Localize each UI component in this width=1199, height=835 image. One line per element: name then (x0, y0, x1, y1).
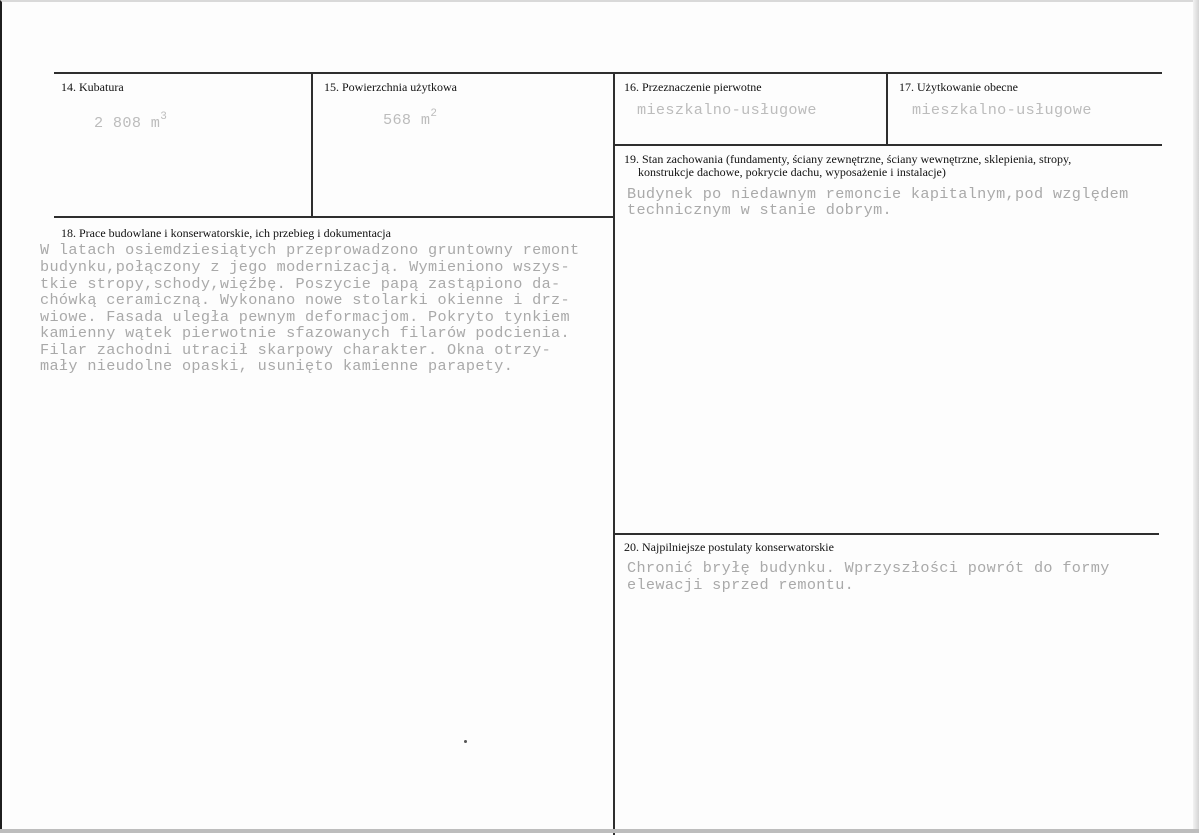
field-16-label: 16. Przeznaczenie pierwotne (624, 80, 762, 94)
field-19-line: technicznym w stanie dobrym. (627, 201, 892, 219)
field-18-line: W latach osiemdziesiątych przeprowadzono gruntowny remont (40, 241, 580, 259)
field-14-number: 2 808 m (94, 114, 161, 132)
field-15-number: 568 m (383, 111, 431, 129)
top-rule (54, 72, 1162, 74)
field-20-line: Chronić bryłę budynku. Wprzyszłości powrót do formy (627, 559, 1110, 577)
field-20-label: 20. Najpilniejsze postulaty konserwatorskie (624, 540, 834, 554)
rule-below-16-17 (613, 144, 1162, 146)
divider-main (613, 72, 615, 835)
field-15-value (383, 107, 438, 129)
field-18-line: mały nieudolne opaski, usunięto kamienne parapety. (40, 357, 514, 375)
field-20-line: elewacji sprzed remontu. (627, 576, 855, 594)
field-18-line: budynku,połączony z jego modernizacją. Wymieniono wszys- (40, 258, 570, 276)
field-18-line: tkie stropy,schody,więźbę. Poszycie papą zastąpiono da- (40, 275, 561, 293)
field-19-line: Budynek po niedawnym remoncie kapitalnym,pod względem (627, 185, 1129, 203)
field-17-value: mieszkalno-usługowe (912, 101, 1092, 119)
paper-edge-bottom (0, 829, 1199, 833)
field-18-line: Filar zachodni utracił skarpowy charakter. Okna otrzy- (40, 341, 552, 359)
paper-edge-right (1193, 0, 1199, 833)
field-19-label-line-2: konstrukcje dachowe, pokrycie dachu, wyposażenie i instalacje) (638, 165, 946, 179)
field-18-line: wiowe. Fasada uległa pewnym deformacjom. Pokryto tynkiem (40, 308, 570, 326)
divider-14-15 (311, 72, 313, 218)
ink-speck (464, 740, 467, 743)
field-18-line: kamienny wątek pierwotnie sfazowanych filarów podcienia. (40, 324, 570, 342)
field-18-line: chówką ceramiczną. Wykonano nowe stolarki okienne i drz- (40, 291, 570, 309)
field-18-label: 18. Prace budowlane i konserwatorskie, ich przebieg i dokumentacja (61, 226, 391, 240)
rule-below-19 (613, 533, 1159, 535)
field-16-value: mieszkalno-usługowe (637, 101, 817, 119)
field-14-value (94, 110, 168, 132)
field-15-label: 15. Powierzchnia użytkowa (324, 80, 457, 94)
divider-16-17 (886, 72, 888, 144)
field-17-label: 17. Użytkowanie obecne (899, 80, 1018, 94)
field-19-label-line-1: 19. Stan zachowania (fundamenty, ściany zewnętrzne, ściany wewnętrzne, sklepienia, stropy, (624, 152, 1072, 166)
field-14-exponent: 3 (160, 110, 168, 123)
field-14-label: 14. Kubatura (61, 80, 124, 94)
rule-below-14-15 (54, 216, 615, 218)
field-15-exponent: 2 (430, 107, 438, 120)
